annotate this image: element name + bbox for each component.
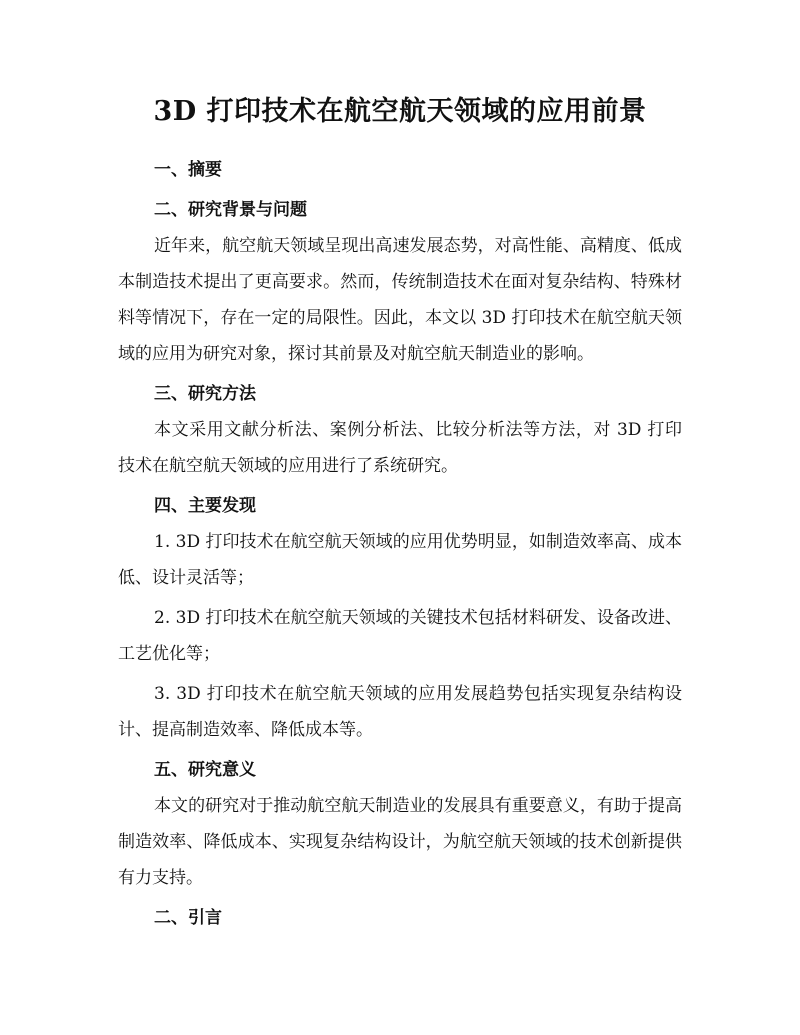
- significance-paragraph: 本文的研究对于推动航空航天制造业的发展具有重要意义，有助于提高制造效率、降低成本、实现复杂结构设计，为航空航天领域的技术创新提供有力支持。: [118, 796, 682, 888]
- background-paragraph: 近年来，航空航天领域呈现出高速发展态势，对高性能、高精度、低成本制造技术提出了更高要求。然而，传统制造技术在面对复杂结构、特殊材料等情况下，存在一定的局限性。因此，本文以 3D 打印技术在航空航天领域的应用为研究对象，探讨其前景及对航空航天制造业的影响。: [118, 236, 682, 364]
- findings-heading: 四、主要发现: [154, 496, 256, 516]
- significance-heading: 五、研究意义: [154, 760, 256, 780]
- finding-item-3: 3. 3D 打印技术在航空航天领域的应用发展趋势包括实现复杂结构设计、提高制造效率、降低成本等。: [118, 684, 682, 740]
- document-title: 3D 打印技术在航空航天领域的应用前景: [153, 96, 647, 127]
- finding-item-2: 2. 3D 打印技术在航空航天领域的关键技术包括材料研发、设备改进、工艺优化等；: [118, 608, 682, 664]
- methods-paragraph: 本文采用文献分析法、案例分析法、比较分析法等方法，对 3D 打印技术在航空航天领域的应用进行了系统研究。: [118, 420, 682, 476]
- methods-heading: 三、研究方法: [154, 384, 256, 404]
- abstract-heading: 一、摘要: [154, 160, 222, 180]
- background-heading: 二、研究背景与问题: [154, 200, 307, 220]
- intro-heading: 二、引言: [154, 908, 222, 928]
- finding-item-1: 1. 3D 打印技术在航空航天领域的应用优势明显，如制造效率高、成本低、设计灵活等；: [118, 532, 682, 588]
